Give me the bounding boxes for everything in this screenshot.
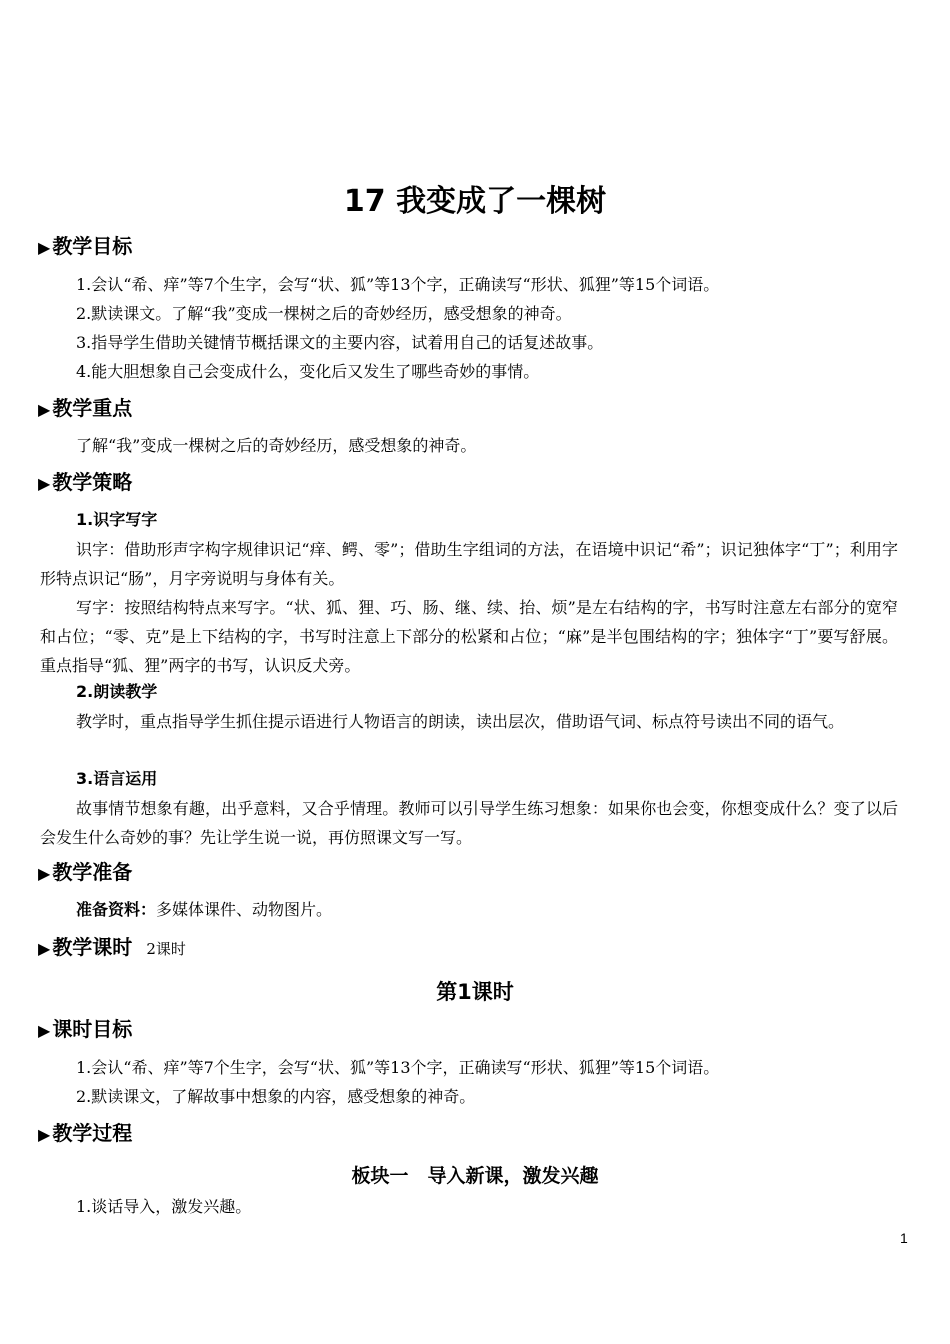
heading-strategy: [38, 470, 132, 496]
triangle-bullet-icon: ▶: [38, 474, 51, 493]
goal-item: 4.能大胆想象自己会变成什么，变化后又发生了哪些奇妙的事情。: [76, 362, 540, 381]
heading-strategy-text: 教学策略: [52, 470, 133, 494]
hours-value: 2课时: [146, 940, 186, 958]
page-number: 1: [900, 1230, 908, 1246]
strategy-subtitle: 1.识字写字: [76, 510, 158, 529]
heading-process: [38, 1121, 132, 1147]
strategy-subtitle: 3.语言运用: [76, 769, 158, 788]
goal-item: 1.会认“希、痒”等7个生字，会写“状、狐”等13个字，正确读写“形状、狐狸”等15个词语。: [76, 275, 720, 294]
goal-item: 2.默读课文。了解“我”变成一棵树之后的奇妙经历，感受想象的神奇。: [76, 304, 572, 323]
triangle-bullet-icon: ▶: [38, 238, 51, 257]
heading-focus: [38, 396, 132, 422]
heading-focus-text: 教学重点: [52, 396, 133, 420]
block-title: 板块一 导入新课，激发兴趣: [351, 1165, 599, 1187]
triangle-bullet-icon: ▶: [38, 864, 51, 883]
triangle-bullet-icon: ▶: [38, 400, 51, 419]
lesson-title: 第1课时: [436, 980, 514, 1004]
heading-goals-text: 教学目标: [52, 234, 133, 258]
prep-label: 准备资料：: [76, 900, 157, 919]
strategy-paragraph: 教学时，重点指导学生抓住提示语进行人物语言的朗读，读出层次，借助语气词、标点符号读出不同的语气。: [76, 712, 845, 731]
goal-item: 3.指导学生借助关键情节概括课文的主要内容，试着用自己的话复述故事。: [76, 333, 604, 352]
heading-hours: [38, 935, 186, 961]
focus-text: 了解“我”变成一棵树之后的奇妙经历，感受想象的神奇。: [76, 436, 477, 455]
prep-line: [76, 899, 332, 921]
strategy-paragraph: 故事情节想象有趣，出乎意料，又合乎情理。教师可以引导学生练习想象：如果你也会变，你想变成什么？变了以后会发生什么奇妙的事？先让学生说一说，再仿照课文写一写。: [40, 799, 898, 847]
triangle-bullet-icon: ▶: [38, 1021, 51, 1040]
heading-lesson-goals: [38, 1017, 132, 1043]
heading-process-text: 教学过程: [52, 1121, 133, 1145]
lesson-goal-item: 1.会认“希、痒”等7个生字，会写“状、狐”等13个字，正确读写“形状、狐狸”等15个词语。: [76, 1058, 720, 1077]
triangle-bullet-icon: ▶: [38, 939, 51, 958]
strategy-paragraph: 写字：按照结构特点来写字。“状、狐、狸、巧、肠、继、续、抬、烦”是左右结构的字，书写时注意左右部分的宽窄和占位；“零、克”是上下结构的字，书写时注意上下部分的松紧和占位；“麻”是半包围结构的字；独体字“丁”要写舒展。重点指导“狐、狸”两字的书写，认识反犬旁。: [40, 598, 898, 675]
triangle-bullet-icon: ▶: [38, 1125, 51, 1144]
prep-text: 多媒体课件、动物图片。: [156, 900, 333, 919]
strategy-subtitle: 2.朗读教学: [76, 682, 158, 701]
page-title: 17 我变成了一棵树: [343, 184, 607, 219]
process-step: 1.谈话导入，激发兴趣。: [76, 1197, 252, 1216]
strategy-paragraph: 识字：借助形声字构字规律识记“痒、鳄、零”；借助生字组词的方法，在语境中识记“希”；识记独体字“丁”；利用字形特点识记“肠”，月字旁说明与身体有关。: [40, 540, 898, 588]
heading-prep-text: 教学准备: [52, 860, 133, 884]
heading-hours-text: 教学课时: [52, 935, 133, 959]
heading-prep: [38, 860, 132, 886]
lesson-goal-item: 2.默读课文，了解故事中想象的内容，感受想象的神奇。: [76, 1087, 476, 1106]
heading-lesson-goals-text: 课时目标: [52, 1017, 133, 1041]
heading-goals: [38, 234, 132, 260]
